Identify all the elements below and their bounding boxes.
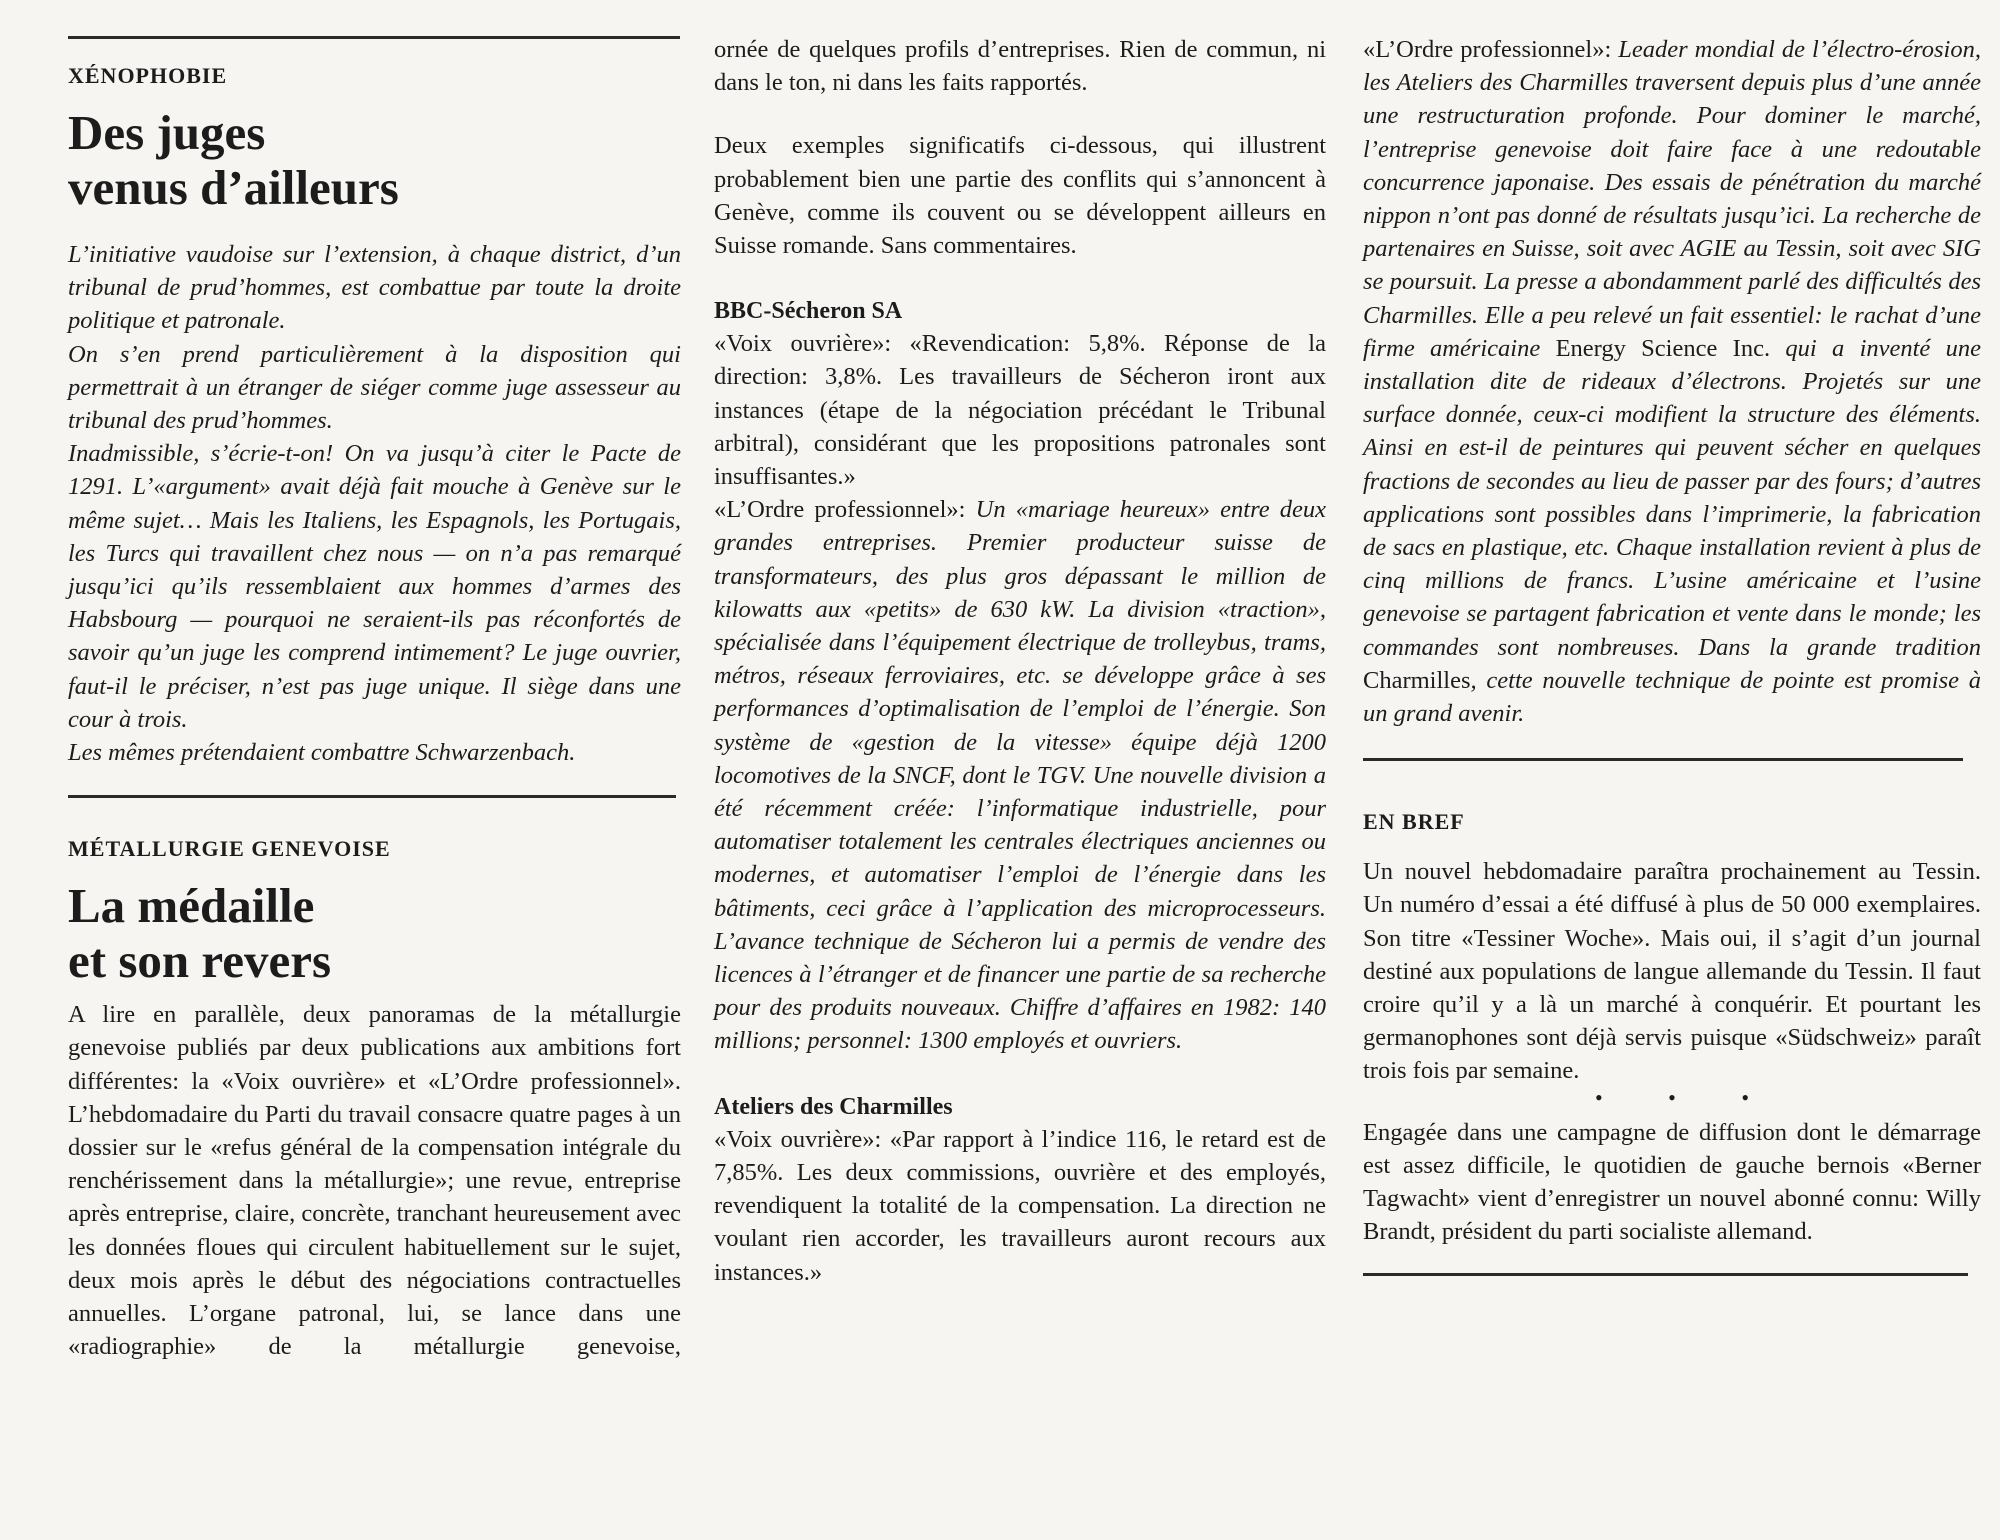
headline-la-medaille xyxy=(68,878,681,988)
charmilles-voix-ouvriere: «Voix ouvrière»: «Par rapport à l’indice 116, le retard est de 7,85%. Les deux commissions, ouvrière et des employés, revendiquent la totalité de la compensation. La direction ne voulant rien accorder, les travailleurs auront recours aux instances.» xyxy=(714,1125,1326,1286)
headline-line-1: La médaille xyxy=(68,878,315,934)
bottom-rule xyxy=(1363,1273,1968,1276)
article-xenophobie-body xyxy=(68,238,681,769)
bref-item-tessin: Un nouvel hebdomadaire paraîtra prochainement au Tessin. Un numéro d’essai a été diffusé à plus de 50 000 exemplaires. Son titre «Tessiner Woche». Mais oui, il s’agit d’un journal destiné aux populations de langue allemande du Tessin. Il faut croire qu’il y a là un marché à conquérir. Et pourtant les germanophones sont déjà servis puisque «Südschweiz» paraît trois fois par semaine. xyxy=(1363,858,1981,1085)
company-name: Energy Science Inc. xyxy=(1555,334,1771,362)
section-divider xyxy=(68,795,676,798)
quote-text: Un «mariage heureux» entre deux grandes entreprises. Premier producteur suisse de transformateurs, des plus gros dépassant le million de kilowatts aux «petits» de 630 kW. La division «traction», spécialisée dans l’équipement électrique de trolleybus, trams, métros, réseaux ferroviaires, etc. se développe grâce à ses performances d’optimalisation de l’emploi de l’énergie. Son système de «gestion de la vitesse» équipe déjà 1200 locomotives de la SNCF, dont le TGV. Une nouvelle division a été récemment créée: l’informatique industrielle, pour automatiser totalement les centrales électriques anciennes ou modernes, et automatiser l’emploi de l’énergie dans les bâtiments, ceci grâce à l’application des microprocesseurs. L’avance technique de Sécheron lui a permis de vendre des licences à l’étranger et de financer une partie de sa recherche pour des produits nouveaux. Chiffre d’affaires en 1982: 140 millions; personnel: 1300 employés et ouvriers. xyxy=(714,496,1326,1055)
source-label: «L’Ordre professionnel»: xyxy=(714,496,976,524)
charmilles-ordre-professionnel xyxy=(1363,33,1981,730)
article-metallurgie-body: A lire en parallèle, deux panoramas de la métallurgie genevoise publiés par deux publications aux ambitions fort différentes: la «Voix ouvrière» et «L’Ordre professionnel». L’hebdomadaire du Parti du travail consacre quatre pages à un dossier sur le «refus général de la compensation intégrale du renchérissement dans la métallurgie»; une revue, entreprise après entreprise, claire, concrète, tranchant heureusement avec les données floues qui circulent habituellement sur le sujet, deux mois après le début des négociations contractuelles annuelles. L’organe patronal, lui, se lance dans une «radiographie» de la métallurgie genevoise, xyxy=(68,1001,681,1361)
headline-line-2: et son revers xyxy=(68,933,332,989)
section-kicker-metallurgie: MÉTALLURGIE GENEVOISE xyxy=(68,836,391,862)
subhead-bbc-secheron: BBC-Sécheron SA xyxy=(714,298,903,325)
bbc-voix-ouvriere: «Voix ouvrière»: «Revendication: 5,8%. Réponse de la direction: 3,8%. Les travailleurs de Sécheron iront aux instances (étape de la négociation précédant le Tribunal arbitral), considérant que les propositions patronales sont insuffisantes.» xyxy=(714,330,1326,491)
quote-text: qui a inventé une installation dite de rideaux d’électrons. Projetés sur une surface donnée, ceux-ci modifient la structure des éléments. Ainsi en est-il de peintures qui peuvent sécher en quelques fractions de secondes au lieu de passer par des fours; d’autres applications sont possibles dans l’imprimerie, la fabrication de sacs en plastique, etc. Chaque installation revient à plus de cinq millions de francs. L’usine américaine et l’usine genevoise se partagent fabrication et vente dans le monde; les commandes sont nombreuses. Dans la grande tradition xyxy=(1363,334,1981,661)
quote-text: , cette nouvelle technique de pointe est promise à un grand avenir. xyxy=(1363,666,1981,728)
top-rule xyxy=(68,36,680,39)
section-divider xyxy=(1363,758,1963,761)
article-metallurgie-intro: Deux exemples significatifs ci-dessous, qui illustrent probablement bien une partie des conflits qui s’annoncent à Genève, comme ils couvent ou se développent ailleurs en Suisse romande. Sans commentaires. xyxy=(714,132,1326,260)
bref-item-berner-tagwacht: Engagée dans une campagne de diffusion dont le démarrage est assez difficile, le quotidien de gauche bernois «Berner Tagwacht» vient d’enregistrer un nouvel abonné connu: Willy Brandt, président du parti socialiste allemand. xyxy=(1363,1118,1981,1246)
bbc-ordre-professionnel xyxy=(714,493,1326,1057)
paragraph: On s’en prend particulièrement à la disposition qui permettrait à un étranger de siéger comme juge assesseur au tribunal des prud’hommes. xyxy=(68,340,681,435)
section-kicker-xenophobie: XÉNOPHOBIE xyxy=(68,63,228,88)
column-right xyxy=(1363,0,1981,1276)
section-kicker-en-bref: EN BREF xyxy=(1363,809,1465,835)
paragraph: L’initiative vaudoise sur l’extension, à chaque district, d’un tribunal de prud’hommes, est combattue par toute la droite politique et patronale. xyxy=(68,241,681,335)
brand-name: Charmilles xyxy=(1363,666,1471,694)
headline-des-juges xyxy=(68,105,681,215)
source-label: «L’Ordre professionnel»: xyxy=(1363,36,1619,63)
paragraph: Les mêmes prétendaient combattre Schwarzenbach. xyxy=(68,739,576,767)
headline-line-2: venus d’ailleurs xyxy=(68,160,399,215)
column-left xyxy=(68,0,681,1363)
article-metallurgie-continued: ornée de quelques profils d’entreprises. Rien de commun, ni dans le ton, ni dans les faits rapportés. xyxy=(714,36,1326,97)
paragraph: Inadmissible, s’écrie-t-on! On va jusqu’à citer le Pacte de 1291. L’«argument» avait déjà fait mouche à Genève sur le même sujet… Mais les Italiens, les Espagnols, les Portugais, les Turcs qui travaillent chez nous — on n’a pas remarqué jusqu’ici qu’ils ressemblaient aux hommes d’armes des Habsbourg — pourquoi ne seraient-ils pas réconfortés de savoir qu’un juge les comprend intimement? Le juge ouvrier, faut-il le préciser, n’est pas juge unique. Il siège dans une cour à trois. xyxy=(68,440,681,733)
column-middle xyxy=(714,0,1326,1289)
separator-dots: • • • xyxy=(1594,1084,1780,1110)
headline-line-1: Des juges xyxy=(68,105,266,160)
quote-text: Leader mondial de l’électro-érosion, les Ateliers des Charmilles traversent depuis plus d’une année une restructuration profonde. Pour dominer le marché, l’entreprise genevoise doit faire face à une redoutable concurrence japonaise. Des essais de pénétration du marché nippon n’ont pas donné de résultats jusqu’ici. La recherche de partenaires en Suisse, soit avec AGIE au Tessin, soit avec SIG se poursuit. La presse a abondamment parlé des difficultés des Charmilles. Elle a peu relevé un fait essentiel: le rachat d’une firme américaine xyxy=(1363,36,1981,362)
subhead-charmilles: Ateliers des Charmilles xyxy=(714,1093,953,1120)
